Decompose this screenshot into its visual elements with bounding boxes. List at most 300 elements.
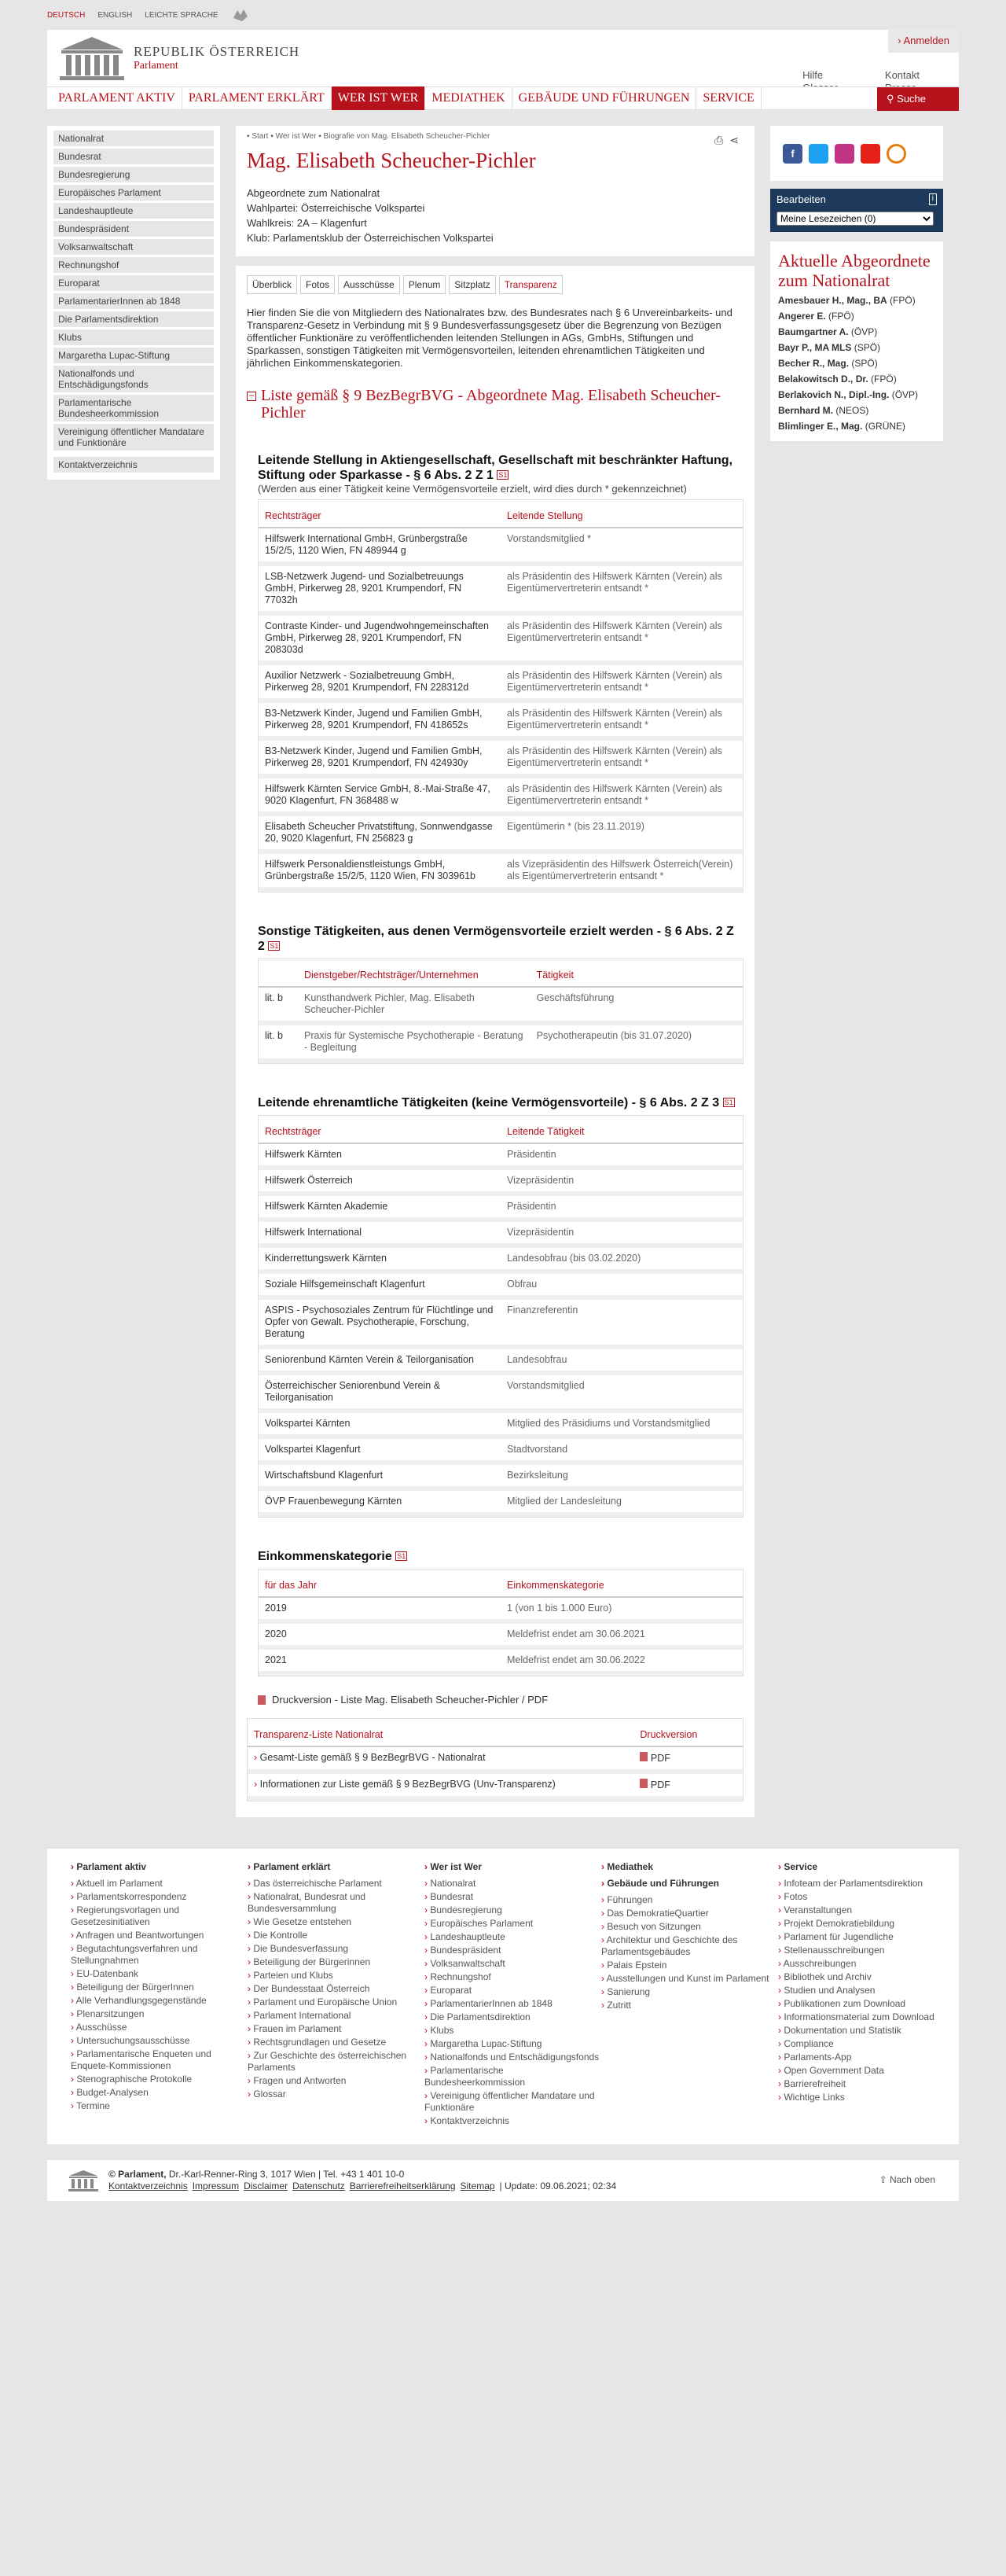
right-column xyxy=(770,126,943,441)
footer-link[interactable]: › Plenarsitzungen xyxy=(71,2008,248,2020)
leftnav-item[interactable]: Margaretha Lupac-Stiftung xyxy=(53,348,214,363)
leftnav-item[interactable]: Rechnungshof xyxy=(53,257,214,273)
footer-link[interactable]: › Budget-Analysen xyxy=(71,2087,248,2099)
tab-item[interactable]: Ausschüsse xyxy=(338,275,400,294)
share-icon[interactable]: ⋖ xyxy=(729,134,739,146)
footer-link[interactable]: › Sanierung xyxy=(601,1986,778,1998)
table-row xyxy=(259,1220,743,1246)
s3-footnote[interactable]: S1 xyxy=(724,1098,733,1106)
abgeordnete-item[interactable] xyxy=(778,342,935,353)
table-cell: Seniorenbund Kärnten Verein & Teilorganisation xyxy=(259,1347,501,1373)
table-cell: lit. b xyxy=(259,987,298,1023)
s4-table xyxy=(259,1574,743,1676)
s2-title: Sonstige Tätigkeiten, aus denen Vermögensvorteile erzielt werden - § 6 Abs. 2 Z 2 xyxy=(258,925,734,953)
table-cell: Geschäftsführung xyxy=(531,987,743,1023)
table-cell: Psychotherapeutin (bis 31.07.2020) xyxy=(531,1023,743,1061)
abgeordnete-name: Becher R., Mag. xyxy=(778,358,850,369)
table-header-cell: Druckversion xyxy=(633,1724,743,1746)
tab-item[interactable]: Überblick xyxy=(247,275,297,294)
table-cell: Landesobfrau xyxy=(501,1347,743,1373)
aktuelle-abgeordnete xyxy=(770,241,943,441)
table-cell: Mitglied des Präsidiums und Vorstandsmitglied xyxy=(501,1411,743,1437)
table-row xyxy=(259,1411,743,1437)
footer-link[interactable]: › Barrierefreiheit xyxy=(778,2078,955,2090)
footer-link[interactable]: › Die Parlamentsdirektion xyxy=(424,2011,601,2023)
footer-link[interactable]: › Architektur und Geschichte des Parlamentsgebäudes xyxy=(601,1934,778,1958)
abgeordnete-name: Bernhard M. xyxy=(778,405,834,416)
footer-link[interactable]: › Veranstaltungen xyxy=(778,1904,955,1916)
facebook-icon[interactable]: f xyxy=(783,144,802,164)
table-row xyxy=(259,1463,743,1489)
bottom-link[interactable]: Datenschutz xyxy=(292,2180,345,2191)
chevron-right-icon: › xyxy=(254,1752,260,1763)
table-cell: als Präsidentin des Hilfswerk Kärnten (Verein) als Eigentümervertreterin entsandt * xyxy=(501,663,743,701)
footer-link[interactable]: › Europarat xyxy=(424,1985,601,1996)
bearbeiten-box xyxy=(770,189,943,232)
abgeordnete-item[interactable] xyxy=(778,358,935,369)
parlament-text: Parlament xyxy=(134,60,178,72)
table-cell: Hilfswerk Kärnten xyxy=(259,1143,501,1168)
druckversion-link[interactable] xyxy=(247,1694,743,1706)
footer-link[interactable]: › Aktuell im Parlament xyxy=(71,1878,248,1890)
footer-link[interactable]: › Wichtige Links xyxy=(778,2092,955,2103)
table-header-row xyxy=(248,1724,743,1746)
footer-link[interactable]: › Bundesregierung xyxy=(424,1904,601,1916)
pdf-link-label[interactable]: › Gesamt-Liste gemäß § 9 BezBegrBVG - Nationalrat xyxy=(248,1746,633,1772)
pdf-icon xyxy=(640,1752,648,1761)
footer-link[interactable]: › Regierungsvorlagen und Gesetzesinitiativen xyxy=(71,1904,248,1928)
leftnav-item[interactable]: Landeshauptleute xyxy=(53,203,214,219)
table-cell: B3-Netzwerk Kinder, Jugend und Familien GmbH, Pirkerweg 28, 9201 Krumpendorf, FN 418652s xyxy=(259,701,501,738)
anmelden-button[interactable]: › Anmelden xyxy=(888,28,959,53)
bearbeiten-label: Bearbeiten xyxy=(777,193,826,205)
table-header-cell: Rechtsträger xyxy=(259,505,501,528)
table-cell: Kinderrettungswerk Kärnten xyxy=(259,1246,501,1271)
abgeordnete-name: Belakowitsch D., Dr. xyxy=(778,374,868,385)
twitter-icon[interactable] xyxy=(809,144,828,164)
footer-link[interactable]: › Landeshauptleute xyxy=(424,1931,601,1943)
abgeordnete-item[interactable] xyxy=(778,421,935,432)
share-tools xyxy=(714,134,739,147)
person-wahlkreis: Wahlkreis: 2A – Klagenfurt xyxy=(247,217,367,229)
footer-link[interactable]: › Europäisches Parlament xyxy=(424,1918,601,1930)
lang-leichte-sprache[interactable]: LEICHTE SPRACHE xyxy=(145,10,218,20)
sign-language-icon[interactable] xyxy=(231,7,250,23)
table-cell: Elisabeth Scheucher Privatstiftung, Sonnwendgasse 20, 9020 Klagenfurt, FN 256823 g xyxy=(259,814,501,852)
bottom-link[interactable]: Barrierefreiheitserklärung xyxy=(349,2180,456,2191)
footer-link[interactable]: › Palais Epstein xyxy=(601,1960,778,1971)
logo-text[interactable] xyxy=(134,44,299,72)
footer-link[interactable]: › Ausstellungen und Kunst im Parlament xyxy=(601,1973,778,1985)
tab-item[interactable]: Fotos xyxy=(300,275,335,294)
footer-column xyxy=(601,1861,778,2129)
table-cell: Vorstandsmitglied xyxy=(501,1373,743,1411)
pdf-link[interactable]: PDF xyxy=(633,1772,743,1798)
footer-column xyxy=(424,1861,601,2129)
footer-link[interactable]: › Nationalrat, Bundesrat und Bundesversammlung xyxy=(248,1891,424,1915)
s2-table xyxy=(259,964,743,1063)
leftnav-item[interactable]: Parlamentarische Bundesheerkommission xyxy=(53,395,214,421)
search-label: Suche xyxy=(897,93,927,105)
footer-heading[interactable]: › Parlament erklärt xyxy=(248,1861,424,1873)
page xyxy=(47,0,959,2214)
table-cell: Präsidentin xyxy=(501,1143,743,1168)
table-cell: B3-Netzwerk Kinder, Jugend und Familien GmbH, Pirkerweg 28, 9201 Krumpendorf, FN 424930y xyxy=(259,738,501,776)
s1-table xyxy=(259,505,743,892)
table-row xyxy=(259,987,743,1023)
footer-column xyxy=(248,1861,424,2129)
footer-link[interactable]: › Glossar xyxy=(248,2088,424,2100)
address: Dr.-Karl-Renner-Ring 3, 1017 Wien | Tel. +43 1 401 10-0 xyxy=(168,2169,405,2180)
footer-link[interactable]: › Compliance xyxy=(778,2038,955,2050)
table-cell: Mitglied der Landesleitung xyxy=(501,1489,743,1514)
abgeordnete-name: Bayr P., MA MLS xyxy=(778,342,852,353)
section-einkommen xyxy=(247,1549,743,1676)
person-info xyxy=(247,186,743,245)
table-cell: Stadtvorstand xyxy=(501,1437,743,1463)
footer-link[interactable]: › Ausschreibungen xyxy=(778,1958,955,1970)
table-cell: Hilfswerk Personaldienstleistungs GmbH, Grünbergstraße 15/2/5, 1120 Wien, FN 303961b xyxy=(259,852,501,889)
leftnav-item[interactable]: Bundesrat xyxy=(53,149,214,164)
footer-link[interactable]: › Die Kontrolle xyxy=(248,1930,424,1941)
footer-link[interactable]: › Volksanwaltschaft xyxy=(424,1958,601,1970)
leftnav-item[interactable]: Bundesregierung xyxy=(53,167,214,182)
footer-link[interactable]: › Vereinigung öffentlicher Mandatare und Funktionäre xyxy=(424,2090,601,2114)
table-cell: Landesobfrau (bis 03.02.2020) xyxy=(501,1246,743,1271)
table-cell: als Präsidentin des Hilfswerk Kärnten (Verein) als Eigentümervertreterin entsandt * xyxy=(501,613,743,663)
table-cell: Volkspartei Kärnten xyxy=(259,1411,501,1437)
s2-footnote[interactable]: S1 xyxy=(270,942,279,950)
footer-heading[interactable]: › Mediathek xyxy=(601,1861,778,1873)
pdf-link[interactable]: PDF xyxy=(633,1746,743,1772)
flickr-icon[interactable] xyxy=(887,144,906,164)
abgeordnete-party: (SPÖ) xyxy=(851,358,878,369)
footer-link[interactable]: › Parlamentarische Bundesheerkommission xyxy=(424,2065,601,2088)
footer-link[interactable]: › Untersuchungsausschüsse xyxy=(71,2035,248,2047)
footer-link[interactable]: › Open Government Data xyxy=(778,2065,955,2077)
footer-link[interactable]: › Parlament für Jugendliche xyxy=(778,1931,955,1943)
footer-link[interactable]: › Kontaktverzeichnis xyxy=(424,2115,601,2127)
footer-link[interactable]: › ParlamentarierInnen ab 1848 xyxy=(424,1998,601,2010)
footer-heading[interactable]: › Gebäude und Führungen xyxy=(601,1878,778,1890)
table-row xyxy=(259,1023,743,1061)
instagram-icon[interactable] xyxy=(835,144,854,164)
nav-parlament-aktiv[interactable]: PARLAMENT AKTIV xyxy=(52,86,182,110)
bottom-link[interactable]: Sitemap xyxy=(460,2180,495,2191)
footer-link[interactable]: › Studien und Analysen xyxy=(778,1985,955,1996)
table-cell: lit. b xyxy=(259,1023,298,1061)
footer-link[interactable]: › Begutachtungsverfahren und Stellungnahmen xyxy=(71,1943,248,1967)
table-row xyxy=(259,738,743,776)
bottom-link[interactable]: Disclaimer xyxy=(244,2180,288,2191)
table-cell: Finanzreferentin xyxy=(501,1297,743,1347)
leftnav-item[interactable]: Nationalrat xyxy=(53,131,214,146)
footer-link[interactable]: › Das österreichische Parlament xyxy=(248,1878,424,1890)
table-row xyxy=(259,1168,743,1194)
table-header-row xyxy=(259,1121,743,1143)
aktuelle-title: Aktuelle Abgeordnete zum Nationalrat xyxy=(778,251,931,290)
main-content xyxy=(236,126,754,1817)
tab-item[interactable]: Sitzplatz xyxy=(449,275,495,294)
nach-oben-link[interactable]: ⇧ Nach oben xyxy=(879,2174,935,2185)
footer-link[interactable]: › Bundespräsident xyxy=(424,1945,601,1956)
abgeordnete-name: Berlakovich N., Dipl.-Ing. xyxy=(778,389,890,400)
footer-link[interactable]: › Informationsmaterial zum Download xyxy=(778,2011,955,2023)
footer-link[interactable]: › Beteiligung der Bürgerinnen xyxy=(248,1956,424,1968)
footer-link[interactable]: › Die Bundesverfassung xyxy=(248,1943,424,1955)
youtube-icon[interactable] xyxy=(861,144,880,164)
nach-oben-label: Nach oben xyxy=(889,2174,935,2185)
breadcrumb: ▪ Start ▪ Wer ist Wer ▪ Biografie von Mag. Elisabeth Scheucher-Pichler xyxy=(247,132,490,141)
table-cell: Hilfswerk International GmbH, Grünbergstraße 15/2/5, 1120 Wien, FN 489944 g xyxy=(259,528,501,564)
bottom-link[interactable]: Kontaktverzeichnis xyxy=(108,2180,188,2191)
table-cell: Präsidentin xyxy=(501,1194,743,1220)
nav-wer-ist-wer[interactable]: WER IST WER xyxy=(332,86,426,110)
footer-link[interactable]: › Infoteam der Parlamentsdirektion xyxy=(778,1878,955,1890)
abgeordnete-item[interactable] xyxy=(778,374,935,385)
kontakt-link[interactable]: Kontakt xyxy=(884,69,920,81)
footer-link[interactable]: › EU-Datenbank xyxy=(71,1968,248,1980)
table-cell: als Präsidentin des Hilfswerk Kärnten (Verein) als Eigentümervertreterin entsandt * xyxy=(501,738,743,776)
abgeordnete-party: (SPÖ) xyxy=(854,342,881,353)
table-header-cell: Einkommenskategorie xyxy=(501,1574,743,1597)
footer-heading[interactable]: › Wer ist Wer xyxy=(424,1861,601,1873)
pdf-link-label[interactable]: › Informationen zur Liste gemäß § 9 BezBegrBVG (Unv-Transparenz) xyxy=(248,1772,633,1798)
abgeordnete-party: (ÖVP) xyxy=(891,389,919,400)
footer-link[interactable]: › Parlaments-App xyxy=(778,2052,955,2063)
abgeordnete-name: Blimlinger E., Mag. xyxy=(778,421,863,432)
footer-link[interactable]: › Frauen im Parlament xyxy=(248,2023,424,2035)
footer-heading[interactable]: › Parlament aktiv xyxy=(71,1861,248,1873)
transparenz-liste-table xyxy=(248,1724,743,1801)
footer-link[interactable]: › Beteiligung der BürgerInnen xyxy=(71,1982,248,1993)
footer-link[interactable]: › Rechnungshof xyxy=(424,1971,601,1983)
leftnav-item[interactable]: ParlamentarierInnen ab 1848 xyxy=(53,293,214,309)
leftnav-item[interactable]: Bundespräsident xyxy=(53,221,214,237)
table-header-cell xyxy=(259,964,298,987)
footer-link[interactable]: › Fragen und Antworten xyxy=(248,2075,424,2087)
bottom-links xyxy=(108,2180,616,2192)
table-header-cell: für das Jahr xyxy=(259,1574,501,1597)
abgeordnete-party: (NEOS) xyxy=(835,405,869,416)
table-row xyxy=(259,814,743,852)
left-nav xyxy=(47,126,220,480)
table-header-cell: Tätigkeit xyxy=(531,964,743,987)
footer-link[interactable]: › Termine xyxy=(71,2100,248,2112)
table-row xyxy=(259,613,743,663)
footer-link[interactable]: › Alle Verhandlungsgegenstände xyxy=(71,1995,248,2007)
table-cell: Meldefrist endet am 30.06.2022 xyxy=(501,1647,743,1673)
parlament-logo-icon[interactable] xyxy=(58,34,126,83)
table-header-cell: Transparenz-Liste Nationalrat xyxy=(248,1724,633,1746)
table-row[interactable] xyxy=(248,1746,743,1772)
footer xyxy=(47,1849,959,2144)
footer-column xyxy=(778,1861,955,2129)
footer-link[interactable]: › Führungen xyxy=(601,1894,778,1906)
leftnav-item[interactable]: Europäisches Parlament xyxy=(53,185,214,201)
table-header-cell: Leitende Tätigkeit xyxy=(501,1121,743,1143)
abgeordnete-item[interactable] xyxy=(778,405,935,416)
leftnav-item[interactable]: Volksanwaltschaft xyxy=(53,239,214,255)
leftnav-item[interactable]: Vereinigung öffentlicher Mandatare und Funktionäre xyxy=(53,424,214,451)
leftnav-item[interactable]: Kontaktverzeichnis xyxy=(53,457,214,473)
abgeordnete-name: Amesbauer H., Mag., BA xyxy=(778,295,887,306)
footer-link[interactable]: › Bibliothek und Archiv xyxy=(778,1971,955,1983)
table-cell: ASPIS - Psychosoziales Zentrum für Flüchtlinge und Opfer von Gewalt. Psychotherapie, Forschung, Beratung xyxy=(259,1297,501,1347)
tab-item[interactable]: Plenum xyxy=(403,275,446,294)
table-cell: Praxis für Systemische Psychotherapie - Beratung - Begleitung xyxy=(298,1023,531,1061)
table-cell: Hilfswerk International xyxy=(259,1220,501,1246)
parlament-small-logo-icon xyxy=(68,2169,99,2192)
table-cell: Österreichischer Seniorenbund Verein & Teilorganisation xyxy=(259,1373,501,1411)
table-cell: Meldefrist endet am 30.06.2021 xyxy=(501,1621,743,1647)
intro-text: Hier finden Sie die von Mitgliedern des Nationalrates bzw. des Bundesrates nach § 6 Unvereinbarkeits- und Transparenz-Gesetz in Verbindung mit § 9 Bundesverfassungsgesetz über die Begrenzung von Bezügen öffentlicher Funktionäre zu veröffentlichenden leitenden Stellungen in AGs, GmbHs, Stiftungen und Sparkassen, sonstigen Tätigkeiten mit Vermögensvorteilen, leitenden ehrenamtlichen Tätigkeiten und jährlichen Einkommenskategorien. xyxy=(247,307,732,369)
footer-link[interactable]: › Zur Geschichte des österreichischen Parlaments xyxy=(248,2050,424,2074)
tab-item[interactable]: Transparenz xyxy=(499,275,563,294)
footer-link[interactable]: › Ausschüsse xyxy=(71,2022,248,2033)
table-header-row xyxy=(259,964,743,987)
footer-link[interactable]: › Publikationen zum Download xyxy=(778,1998,955,2010)
table-row xyxy=(259,1246,743,1271)
footer-link[interactable]: › Anfragen und Beantwortungen xyxy=(71,1930,248,1941)
footer-link[interactable]: › Besuch von Sitzungen xyxy=(601,1921,778,1933)
table-cell: 2021 xyxy=(259,1647,501,1673)
footer-link[interactable]: › Der Bundesstaat Österreich xyxy=(248,1983,424,1995)
lang-deutsch[interactable]: DEUTSCH xyxy=(47,10,86,20)
table-cell: Vizepräsidentin xyxy=(501,1220,743,1246)
table-cell: Obfrau xyxy=(501,1271,743,1297)
pdf-icon xyxy=(640,1779,648,1788)
table-row xyxy=(259,1347,743,1373)
nav-service[interactable]: SERVICE xyxy=(696,86,761,110)
table-cell: als Präsidentin des Hilfswerk Kärnten (Verein) als Eigentümervertreterin entsandt * xyxy=(501,564,743,613)
table-row xyxy=(259,528,743,564)
footer-link[interactable]: › Bundesrat xyxy=(424,1891,601,1903)
footer-link[interactable]: › Parlament und Europäische Union xyxy=(248,1996,424,2008)
leftnav-item[interactable]: Europarat xyxy=(53,275,214,291)
footer-link[interactable]: › Stellenausschreibungen xyxy=(778,1945,955,1956)
crumb-wer-ist-wer[interactable]: Wer ist Wer xyxy=(275,132,317,141)
print-icon[interactable]: ⎙ xyxy=(714,134,724,146)
table-cell: 2020 xyxy=(259,1621,501,1647)
footer-link[interactable]: › Stenographische Protokolle xyxy=(71,2074,248,2085)
nav-parlament-erklaert[interactable]: PARLAMENT ERKLÄRT xyxy=(182,86,332,110)
table-cell: als Vizepräsidentin des Hilfswerk Österreich(Verein) als Eigentümervertreterin entsandt * xyxy=(501,852,743,889)
table-cell: Contraste Kinder- und Jugendwohngemeinschaften GmbH, Pirkerweg 28, 9201 Krumpendorf, FN 208303d xyxy=(259,613,501,663)
leftnav-item[interactable]: Klubs xyxy=(53,329,214,345)
main-nav xyxy=(47,86,959,110)
table-row xyxy=(259,776,743,814)
table-cell: Wirtschaftsbund Klagenfurt xyxy=(259,1463,501,1489)
search-icon: ⚲ xyxy=(887,93,894,105)
footer-link[interactable]: › Parlament International xyxy=(248,2010,424,2022)
s1-footnote[interactable]: S1 xyxy=(498,471,508,479)
person-party: Wahlpartei: Österreichische Volkspartei xyxy=(247,202,425,214)
social-box xyxy=(770,126,943,181)
footer-heading[interactable]: › Service xyxy=(778,1861,955,1873)
s4-title: Einkommenskategorie xyxy=(258,1550,392,1563)
footer-link[interactable]: › Wie Gesetze entstehen xyxy=(248,1916,424,1928)
footer-link[interactable]: › Nationalfonds und Entschädigungsfonds xyxy=(424,2052,601,2063)
footer-link[interactable]: › Zutritt xyxy=(601,2000,778,2011)
footer-link[interactable]: › Projekt Demokratiebildung xyxy=(778,1918,955,1930)
s3-title: Leitende ehrenamtliche Tätigkeiten (keine Vermögensvorteile) - § 6 Abs. 2 Z 3 xyxy=(258,1096,720,1110)
table-row xyxy=(259,1271,743,1297)
footer-link[interactable]: › Parteien und Klubs xyxy=(248,1970,424,1982)
footer-link[interactable]: › Dokumentation und Statistik xyxy=(778,2025,955,2037)
abgeordnete-item[interactable] xyxy=(778,326,935,337)
table-cell: LSB-Netzwerk Jugend- und Sozialbetreuungs GmbH, Pirkerweg 28, 9201 Krumpendorf, FN 77032h xyxy=(259,564,501,613)
crumb-start[interactable]: Start xyxy=(252,132,269,141)
footer-link[interactable]: › Margaretha Lupac-Stiftung xyxy=(424,2038,601,2050)
chevron-right-icon: › xyxy=(254,1779,260,1790)
language-bar xyxy=(47,0,959,30)
table-row xyxy=(259,1373,743,1411)
table-cell: Vizepräsidentin xyxy=(501,1168,743,1194)
footer-link[interactable]: › Klubs xyxy=(424,2025,601,2037)
table-cell: als Präsidentin des Hilfswerk Kärnten (Verein) als Eigentümervertreterin entsandt * xyxy=(501,776,743,814)
page-title: Mag. Elisabeth Scheucher-Pichler xyxy=(247,149,536,172)
table-row xyxy=(259,1143,743,1168)
lang-english[interactable]: ENGLISH xyxy=(97,10,133,20)
crumb-current: Biografie von Mag. Elisabeth Scheucher-Pichler xyxy=(323,132,490,141)
collapse-icon[interactable]: − xyxy=(247,392,256,401)
nav-mediathek[interactable]: MEDIATHEK xyxy=(425,86,512,110)
table-row xyxy=(259,1194,743,1220)
section-leitende-stellung xyxy=(247,453,743,892)
footer-link[interactable]: › Parlamentarische Enqueten und Enquete-Kommissionen xyxy=(71,2048,248,2072)
table-cell: 2019 xyxy=(259,1597,501,1621)
list-heading[interactable] xyxy=(247,387,743,421)
lesezeichen-select[interactable] xyxy=(777,212,934,226)
pdf-icon xyxy=(258,1695,266,1705)
footer-link[interactable]: › Das DemokratieQuartier xyxy=(601,1908,778,1919)
abgeordnete-name: Angerer E. xyxy=(778,311,826,322)
leftnav-item[interactable]: Nationalfonds und Entschädigungsfonds xyxy=(53,366,214,392)
bottom-bar xyxy=(47,2160,959,2201)
footer-link[interactable]: › Nationalrat xyxy=(424,1878,601,1890)
section-ehrenamtlich xyxy=(247,1095,743,1518)
s1-title: Leitende Stellung in Aktiengesellschaft, Gesellschaft mit beschränkter Haftung, Stiftung oder Sparkasse - § 6 Abs. 2 Z 1 xyxy=(258,454,732,482)
abgeordnete-item[interactable] xyxy=(778,295,935,306)
bottom-link[interactable]: Impressum xyxy=(192,2180,240,2191)
republik-text: REPUBLIK ÖSTERREICH xyxy=(134,44,300,59)
footer-link[interactable]: › Rechtsgrundlagen und Gesetze xyxy=(248,2037,424,2048)
druckversion-label: Druckversion - Liste Mag. Elisabeth Scheucher-Pichler / PDF xyxy=(272,1694,549,1706)
update-text: | Update: 09.06.2021; 02:34 xyxy=(499,2180,617,2191)
table-row xyxy=(259,701,743,738)
table-cell: Hilfswerk Österreich xyxy=(259,1168,501,1194)
table-cell: Soziale Hilfsgemeinschaft Klagenfurt xyxy=(259,1271,501,1297)
search-button[interactable] xyxy=(877,87,959,111)
info-icon[interactable]: i xyxy=(929,193,937,205)
hilfe-link[interactable]: Hilfe xyxy=(802,69,824,81)
footer-link[interactable]: › Fotos xyxy=(778,1891,955,1903)
leftnav-item[interactable]: Die Parlamentsdirektion xyxy=(53,311,214,327)
footer-link[interactable]: › Parlamentskorrespondenz xyxy=(71,1891,248,1903)
person-role: Abgeordnete zum Nationalrat xyxy=(247,187,380,199)
abgeordnete-item[interactable] xyxy=(778,389,935,400)
person-klub: Klub: Parlamentsklub der Österreichischen Volkspartei xyxy=(247,232,494,244)
table-row xyxy=(259,1647,743,1673)
table-row xyxy=(259,1437,743,1463)
table-row[interactable] xyxy=(248,1772,743,1798)
table-cell: als Präsidentin des Hilfswerk Kärnten (Verein) als Eigentümervertreterin entsandt * xyxy=(501,701,743,738)
abgeordnete-item[interactable] xyxy=(778,311,935,322)
table-cell: Bezirksleitung xyxy=(501,1463,743,1489)
nav-gebaeude[interactable]: GEBÄUDE UND FÜHRUNGEN xyxy=(512,86,697,110)
s4-footnote[interactable]: S1 xyxy=(397,1552,406,1560)
